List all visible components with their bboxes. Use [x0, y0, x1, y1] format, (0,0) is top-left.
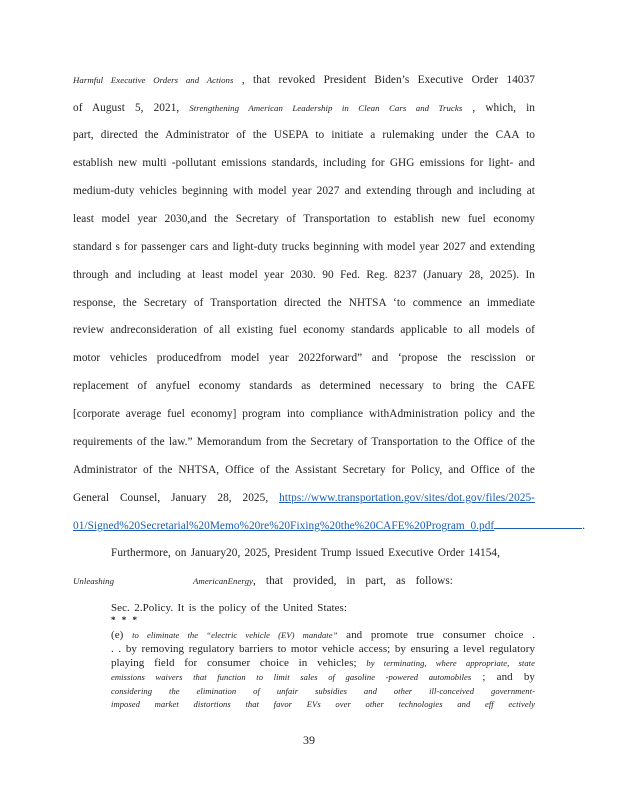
- eo-title-italic: Harmful Executive Orders and Actions: [73, 75, 234, 85]
- body-line: least model year 2030,and the Secretary of Transportation to establish new fuel economy: [73, 213, 535, 225]
- body-line: [corporate average fuel economy] program into compliance withAdministration policy and the: [73, 408, 535, 420]
- quote-line: playing field for consumer choice in vehicles; by terminating, where appropriate, state: [111, 657, 535, 669]
- memo-link[interactable]: https://www.transportation.gov/sites/dot.gov/files/2025-: [279, 492, 535, 504]
- body-line: of August 5, 2021, Strengthening American Leadership in Clean Cars and Trucks , which, in: [73, 102, 536, 114]
- body-line: Administrator of the NHTSA, Office of the Assistant Secretary for Policy, and Office of the: [73, 464, 535, 476]
- body-line: standard s for passenger cars and light-duty trucks beginning with model year 2027 and extending: [73, 241, 535, 253]
- body-line: response, the Secretary of Transportation directed the NHTSA ‘to commence an immediate: [73, 297, 535, 309]
- body-line: part, directed the Administrator of the USEPA to initiate a rulemaking under the CAA to: [73, 129, 535, 141]
- quote-asterisks: * * *: [111, 615, 139, 625]
- body-line: medium-duty vehicles beginning with model year 2027 and extending through and including at: [73, 185, 535, 197]
- quote-italic-line: considering the elimination of unfair subsidies and other ill-conceived government-: [111, 686, 535, 696]
- body-line: Furthermore, on January20, 2025, President Trump issued Executive Order 14154,: [111, 547, 500, 559]
- body-line: Harmful Executive Orders and Actions , that revoked President Biden’s Executive Order 14037: [73, 74, 536, 86]
- body-line: establish new multi -pollutant emissions standards, including for GHG emissions for light- and: [73, 157, 535, 169]
- quote-line: Sec. 2.Policy. It is the policy of the United States:: [111, 602, 347, 614]
- eo-title-italic: Unleashing AmericanEnergy: [73, 576, 253, 586]
- quote-italic: to eliminate the “electric vehicle (EV) mandate”: [132, 630, 338, 640]
- body-line: 01/Signed%20Secretarial%20Memo%20re%20Fixing%20the%20CAFE%20Program_0.pdf .: [73, 520, 586, 532]
- quote-line: . . by removing regulatory barriers to motor vehicle access; by ensuring a level regulatory: [111, 643, 535, 655]
- quote-italic-line: imposed market distortions that favor EVs over other technologies and eff ectively: [111, 699, 535, 709]
- quote-line: (e) to eliminate the “electric vehicle (EV) mandate” and promote true consumer choice .: [111, 629, 535, 641]
- link-underline-tail: [494, 518, 582, 529]
- quote-line: emissions waivers that function to limit sales of gasoline -powered automobiles ; and by: [111, 671, 535, 683]
- quote-italic: emissions waivers that function to limit sales of gasoline -powered automobiles: [111, 672, 472, 682]
- body-line: requirements of the law.” Memorandum from the Secretary of Transportation to the Office of the: [73, 436, 535, 448]
- body-line: motor vehicles producedfrom model year 2022forward” and ‘propose the rescission or: [73, 352, 535, 364]
- page-number: 39: [303, 733, 315, 747]
- eo-title-italic: Strengthening American Leadership in Clean Cars and Trucks: [189, 103, 463, 113]
- body-line: Unleashing AmericanEnergy, that provided, in part, as follows:: [73, 575, 453, 587]
- memo-link-continued[interactable]: 01/Signed%20Secretarial%20Memo%20re%20Fixing%20the%20CAFE%20Program_0.pdf: [73, 520, 495, 532]
- body-line: review andreconsideration of all existing fuel economy standards applicable to all models of: [73, 324, 535, 336]
- body-line: replacement of anyfuel economy standards as determined necessary to bring the CAFE: [73, 380, 535, 392]
- quote-italic: by terminating, where appropriate, state: [366, 658, 535, 668]
- body-line: General Counsel, January 28, 2025, https://www.transportation.gov/sites/dot.gov/files/2025-: [73, 492, 535, 504]
- body-line: through and including at least model year 2030. 90 Fed. Reg. 8237 (January 28, 2025). In: [73, 269, 535, 281]
